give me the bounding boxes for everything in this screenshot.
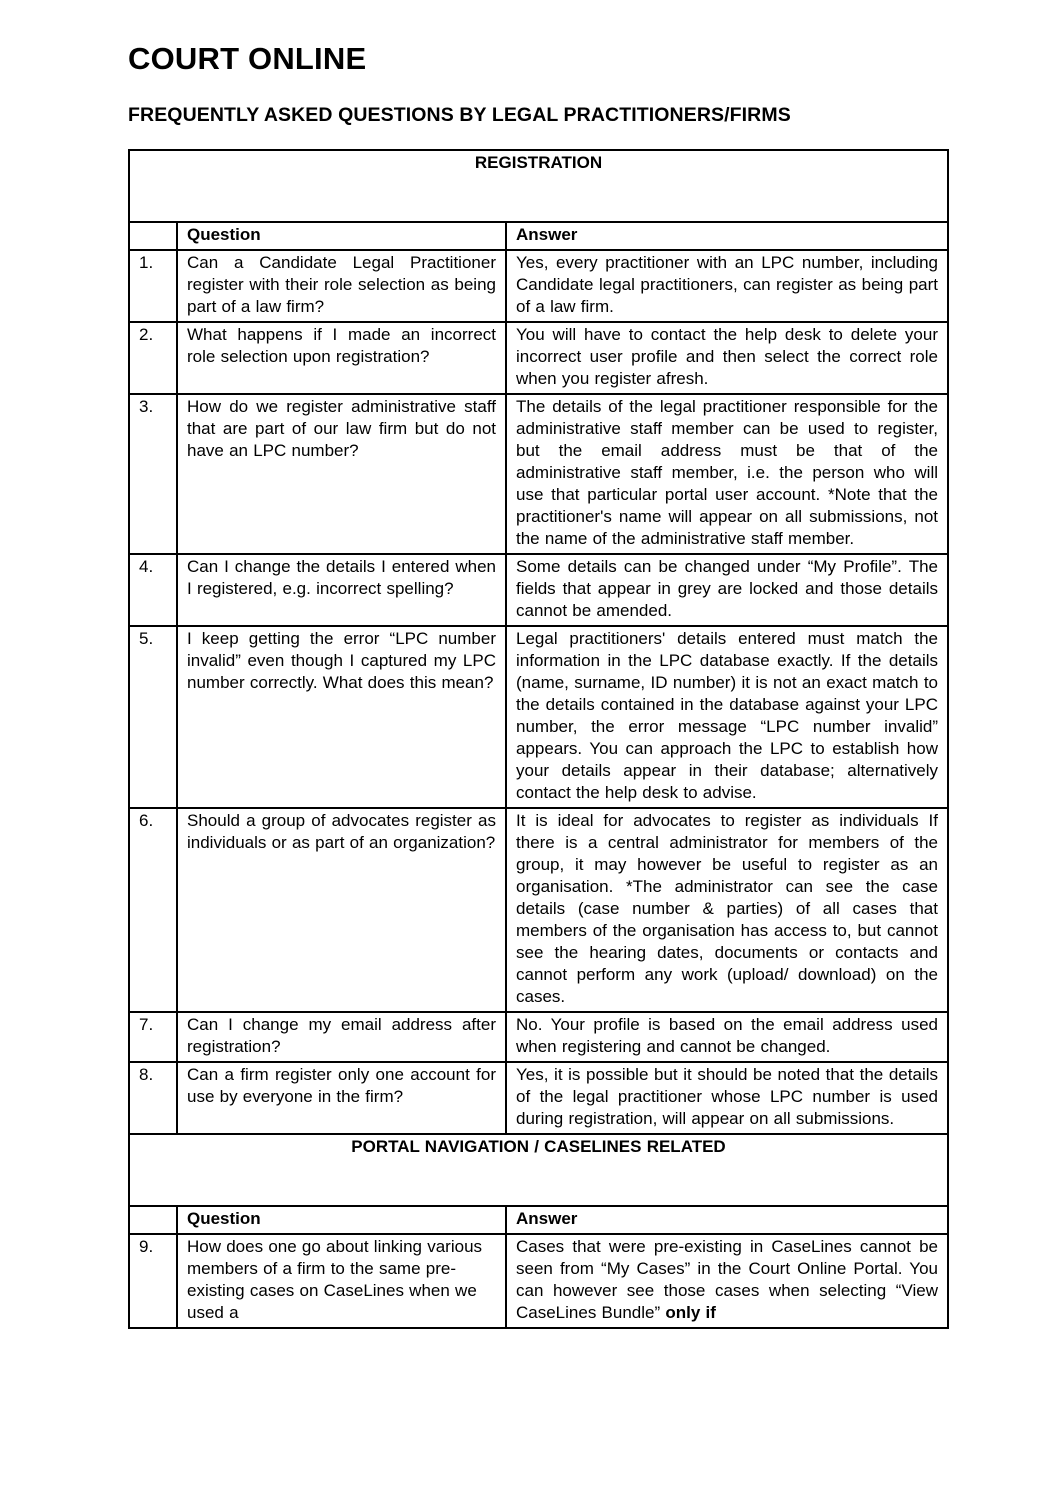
row-number: 7. bbox=[129, 1012, 177, 1062]
question-cell: Should a group of advocates register as individuals or as part of an organization? bbox=[177, 808, 506, 1012]
table-row bbox=[129, 808, 948, 1012]
answer-cell: Some details can be changed under “My Profile”. The fields that appear in grey are locked and those details cannot be amended. bbox=[506, 554, 948, 626]
question-header-cell: Question bbox=[177, 222, 506, 250]
answer-cell: Yes, every practitioner with an LPC number, including Candidate legal practitioners, can register as being part of a law firm. bbox=[506, 250, 948, 322]
number-header-cell bbox=[129, 1206, 177, 1234]
section-title-portal-navigation: PORTAL NAVIGATION / CASELINES RELATED bbox=[129, 1134, 948, 1206]
number-header-cell bbox=[129, 222, 177, 250]
question-cell: Can I change the details I entered when I registered, e.g. incorrect spelling? bbox=[177, 554, 506, 626]
row-number: 3. bbox=[129, 394, 177, 554]
row-number: 6. bbox=[129, 808, 177, 1012]
answer-cell: The details of the legal practitioner responsible for the administrative staff member can be used to register, but the email address must be that of the administrative staff member, i.e. the person who will use that particular portal user account. *Note that the practitioner's name will appear on all submissions, not the name of the administrative staff member. bbox=[506, 394, 948, 554]
table-row bbox=[129, 1234, 948, 1328]
section-header-row bbox=[129, 150, 948, 222]
answer-cell: Yes, it is possible but it should be noted that the details of the legal practitioner whose LPC number is used during registration, will appear on all submissions. bbox=[506, 1062, 948, 1134]
column-header-row bbox=[129, 1206, 948, 1234]
question-cell: How does one go about linking various members of a firm to the same pre-existing cases on CaseLines when we used a bbox=[177, 1234, 506, 1328]
table-row bbox=[129, 554, 948, 626]
answer-header-cell: Answer bbox=[506, 222, 948, 250]
answer-cell: Legal practitioners' details entered must match the information in the LPC database exactly. If the details (name, surname, ID number) it is not an exact match to the details contained in the database against your LPC number, the error message “LPC number invalid” appears. You can approach the LPC to establish how your details appear in their database; alternatively contact the help desk to advise. bbox=[506, 626, 948, 808]
row-number: 8. bbox=[129, 1062, 177, 1134]
table-row bbox=[129, 1062, 948, 1134]
section-header-row bbox=[129, 1134, 948, 1206]
answer-cell: It is ideal for advocates to register as individuals If there is a central administrator for members of the group, it may however be useful to register as an organisation. *The administrator can see the case details (case number & parties) of all cases that members of the organisation has access to, but cannot see the hearing dates, documents or contacts and cannot perform any work (upload/ download) on the cases. bbox=[506, 808, 948, 1012]
question-cell: Can I change my email address after registration? bbox=[177, 1012, 506, 1062]
column-header-row bbox=[129, 222, 948, 250]
answer-cell bbox=[506, 1234, 948, 1328]
table-row bbox=[129, 626, 948, 808]
document-subtitle: FREQUENTLY ASKED QUESTIONS BY LEGAL PRACTITIONERS/FIRMS bbox=[128, 104, 791, 126]
question-cell: What happens if I made an incorrect role selection upon registration? bbox=[177, 322, 506, 394]
answer-text: Cases that were pre-existing in CaseLines cannot be seen from “My Cases” in the Court Online Portal. You can however see those cases when selecting “View CaseLines Bundle” bbox=[516, 1237, 938, 1322]
answer-header-cell: Answer bbox=[506, 1206, 948, 1234]
row-number: 4. bbox=[129, 554, 177, 626]
section-title-registration: REGISTRATION bbox=[129, 150, 948, 222]
question-cell: I keep getting the error “LPC number invalid” even though I captured my LPC number correctly. What does this mean? bbox=[177, 626, 506, 808]
answer-cell: No. Your profile is based on the email address used when registering and cannot be changed. bbox=[506, 1012, 948, 1062]
table-row bbox=[129, 394, 948, 554]
question-cell: How do we register administrative staff that are part of our law firm but do not have an LPC number? bbox=[177, 394, 506, 554]
row-number: 2. bbox=[129, 322, 177, 394]
row-number: 9. bbox=[129, 1234, 177, 1328]
row-number: 1. bbox=[129, 250, 177, 322]
question-cell: Can a Candidate Legal Practitioner register with their role selection as being part of a law firm? bbox=[177, 250, 506, 322]
question-header-cell: Question bbox=[177, 1206, 506, 1234]
question-cell: Can a firm register only one account for use by everyone in the firm? bbox=[177, 1062, 506, 1134]
table-row bbox=[129, 1012, 948, 1062]
row-number: 5. bbox=[129, 626, 177, 808]
faq-table bbox=[128, 149, 949, 1329]
table-row bbox=[129, 322, 948, 394]
answer-cell: You will have to contact the help desk to delete your incorrect user profile and then select the correct role when you register afresh. bbox=[506, 322, 948, 394]
table-row bbox=[129, 250, 948, 322]
answer-bold-text: only if bbox=[665, 1303, 716, 1322]
document-title: COURT ONLINE bbox=[128, 41, 367, 76]
